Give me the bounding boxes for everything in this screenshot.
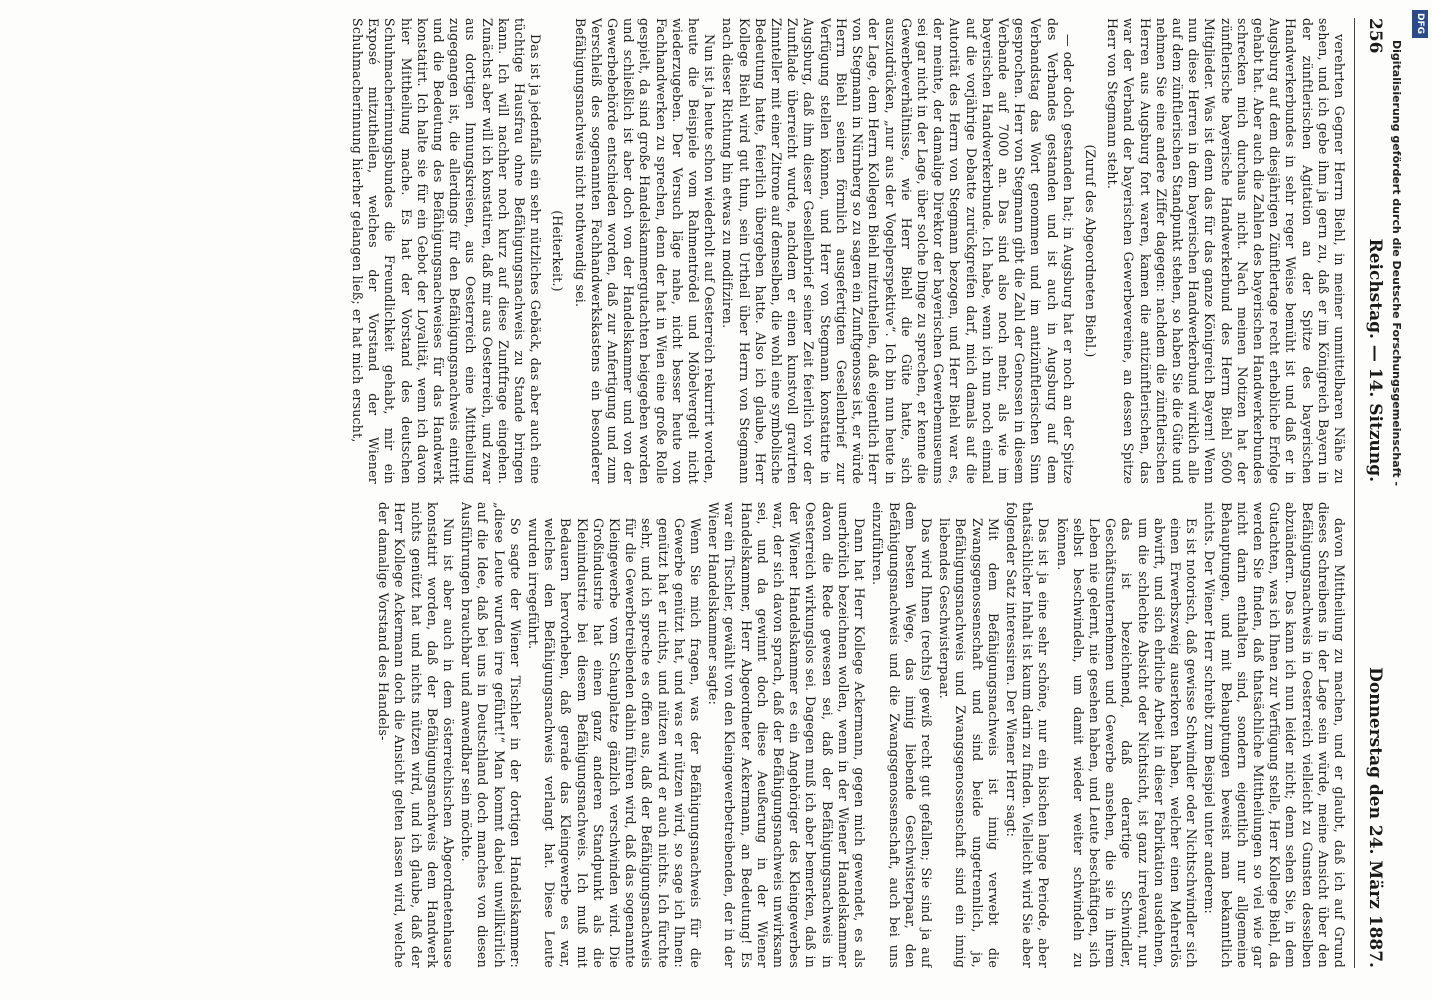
text-columns — [47, 18, 1347, 968]
interjection: (Heiterkeit.) — [550, 210, 566, 292]
paragraph: So sagte der Wiener Tischler in der dortigen Handelskammer: „diese Leute wurden irre geführt!“ Man kommt dabei unwillkürlich auf die Idee, daß bei uns in Deutschland doch manches von diesen Ausführungen brauchbar und anwendbar sein möchte. — [459, 502, 523, 968]
rotated-page — [35, 18, 1395, 968]
paragraph: davon Mittheilung zu machen, und er glaubt, daß ich auf Grund dieses Schreibens in der Lage sein würde, meine Ansicht über den Befähigungsnachweis in Oesterreich vielleicht zu Gunsten desselben abzuändern. Das kann ich nun leider nicht; denn sehen Sie, in dem Gutachten, was ich Ihnen zur Verfügung stelle, Herr Kollege Biehl, da werden Sie finden, daß thatsächliche Mittheilungen so viel wie gar nicht darin enthalten sind, sondern eigentlich nur allgemeine Behauptungen, und mit Behauptungen beweist man bekanntlich nichts. Der Wiener Herr schreibt zum Beispiel unter anderem: — [1202, 502, 1347, 968]
paragraph: Das wird Ihnen (rechts) gewiß recht gut gefallen; Sie sind ja auf dem besten Wege, das innig liebende Geschwisterpaar, den Befähigungsnachweis und die Zwangsgenossenschaft, auch bei uns einzuführen. — [870, 502, 934, 968]
column-left — [47, 18, 1347, 484]
quote: Mit dem Befähigungsnachweis ist innig verwebt die Zwangsgenossenschaft und sind beide ungetrennlich, ja, Befähigungsnachweis und Zwangsgenossenschaft sind ein innig liebendes Geschwisterpaar. — [937, 518, 1001, 968]
paragraph: verehrten Gegner Herrn Biehl, in meiner unmittelbaren Nähe zu sehen, und ich gebe ihm ja gern zu, daß er im Königreich Bayern in der zünftlerischen Agitation an der Spitze des bayerischen Handwerkerbundes in sehr reger Weise bemüht ist und daß er in Augsburg auf dem diesjährigen Zünftlertage recht erhebliche Erfolge gehabt hat. Aber auch die Zahlen des bayerischen Handwerkerbundes schrecken mich durchaus nicht. Nach meinen Notizen hat der zünftlerische bayerische Handwerkerbund des Herrn Biehl 5600 Mitglieder. Was ist denn das für das ganze Königreich Bayern! Wenn nun diese Herren in dem bayerischen Handwerkerbund wirklich alle auf dem zünftlerischen Standpunkt stehen, so haben Sie die Güte und nehmen Sie eine andere Ziffer dagegen: nachdem die zünftlerischen Herren aus Augsburg fort waren, kamen die antizünftlerischen, das war der Verband der bayerischen Gewerbevereine, an dessen Spitze Herr von Stegmann steht. — [1105, 18, 1347, 484]
session-date: Donnerstag den 24. März 1887. — [1365, 667, 1385, 968]
paragraph: Nun ist aber auch in dem österreichischen Abgeordnetenhause konstatirt worden, daß der Befähigungsnachweis dem Handwerk nichts genützt hat und nichts nützen wird, und ich glaube, daß der Herr Kollege Ackermann doch die Ansicht gelten lassen wird, welche der damalige Vorstand des Handels- — [376, 502, 457, 968]
quote: Es ist notorisch, daß gewisse Schwindler oder Nichtschwindler sich einen Erwerbszweig auserkoren haben, welcher einen Mehrerlös abwirft, und sich ehrliche Arbeit in dieser Fabrikation ausdehnen, um die schlechte Absicht oder Nichtsicht, ist ganz irrelevant, nur das ist bezeichnend, daß derartige Schwindler, Geschäftsunternehmen und Gewerbe ansehen, die sie in ihrem Leben nie gelernt, nie gesehen haben, und Leute beschäftigen, sich selbst beschwindeln, um damit wieder weiter schwindeln zu können. — [1054, 518, 1200, 968]
paragraph: Das ist ja jedenfalls ein sehr nützliches Gebäck, das aber auch eine tüchtige Hausfrau ohne Befähigungsnachweis zu Stande bringen kann. Ich will nachher noch kurz auf diese Zunftfrage eingehen. Zunächst aber will ich konstatiren, daß mir aus Oesterreich, und zwar aus dortigen Innungskreisen, aus Oesterreich eine Mittheilung zugegangen ist, die allerdings für den Befähigungsnachweis eintritt und die Bedeutung des Befähigungsnachweises für das Handwerk konstatirt. Ich halte sie für ein Gebot der Loyalität, wenn ich davon hier Mittheilung mache. Es hat der Vorstand des deutschen Schuhmacherinnungsbundes die Freundlichkeit gehabt, mir ein Exposé mitzutheilen, welches der Vorstand der Wiener Schuhmacherinnung hierher gelangen ließ; er hat mich ersucht, — [350, 18, 544, 484]
column-right — [47, 502, 1347, 968]
paragraph: Nun ist ja heute schon wiederholt auf Oesterreich rekurrirt worden, heute die Beispiele vom Rahmentrödel und Möbelvergelt nicht wiederzugeben. Der Versuch läge nahe, nicht besser heute von Fachhandwerken zu sprechen, denn der hat in Wien eine große Rolle gespielt, da sind große Handelskammergutachten beigegeben worden und schließlich ist aber doch von der Handelskammer und von der Gewerbebehörde entschieden worden, daß zur Anfertigung und zum Verschleiß des sogenannten Fachhandwerkskastens ein besonderer Befähigungsnachweis nicht nothwendig sei. — [572, 18, 718, 484]
page-number: 256 — [1365, 18, 1385, 54]
dfg-logo: DFG — [1412, 10, 1428, 38]
quote: Wenn Sie mich fragen, was der Befähigungsnachweis für die Gewerbe genützt hat, und was er nützen wird, so sage ich Ihnen: genützt hat er nichts, und nützen wird er auch nichts. Ich fürchte sehr, und ich spreche es offen aus, daß der Befähigungsnachweis für die Gewerbetreibenden dahin führen wird, daß das sogenannte Kleingewerbe vom Schauplatze gänzlich verschwinden wird. Die Großindustrie hat einen ganz anderen Standpunkt als die Kleinindustrie bei diesem Befähigungsnachweis. Ich muß mit Bedauern hervorheben, daß gerade das Kleingewerbe es war, welches den Befähigungsnachweis verlangt hat. Diese Leute wurden irregeführt. — [526, 518, 704, 968]
paragraph: — oder doch gestanden hat; in Augsburg hat er noch an der Spitze des Verbandes gestanden und ist auch in Augsburg auf dem Verbandstag das Wort genommen und im antizünftlerischen Sinn gesprochen. Herr von Stegmann gibt die Zahl der Genossen in diesem Verbande auf 7000 an. Das sind also noch mehr, als wie im bayerischen Handwerkerbunde. Ich habe, wenn ich nun noch einmal auf die vorjährige Debatte zurückgreifen darf, mich damals auf die Autorität des Herrn von Stegmann bezogen, und Herr Biehl war es, der meinte, der damalige Direktor der bayerischen Gewerbemuseums sei gar nicht in der Lage, über solche Dinge zu sprechen, er kenne die Gewerbeverhältnisse, wie Herr Biehl die Güte hatte, sich auszudrücken, „nur aus der Vogelperspektive“. Ich bin nun heute in der Lage, dem Herrn Kollegen Biehl mitzutheilen, daß eigentlich Herr von Stegmann in Nürnberg so zu sagen ein Zunftgenosse ist, er würde Herrn Biehl seinen förmlich ausgefertigten Gesellenbrief zur Verfügung stellen können, und Herr von Stegmann konstatirte in Augsburg, daß ihm dieser Gesellenbrief seiner Zeit feierlich vor der Zunftlade überreicht wurde, nachdem er einen kunstvoll gravirten Zinnteller mit einer Zitrone auf demselben, die wohl eine symbolische Bedeutung hatte, feierlich übergeben hatte. Also ich glaube, Herr Kollege Biehl wird gut thun, sein Urtheil über Herrn von Stegmann nach dieser Richtung hin etwas zu modifiziren. — [720, 18, 1076, 484]
digitization-note: Digitalisierung gefördert durch die Deutsche Forschungsgemeinschaft - — [1390, 40, 1403, 487]
paragraph: Das ist ja eine sehr schöne, nur ein bischen lange Periode, aber thatsächlicher Inhalt ist kaum darin zu finden. Vielleicht wird Sie aber folgender Satz interessiren. Der Wiener Herr sagt: — [1003, 502, 1052, 968]
interjection: (Zuruf des Abgeordneten Biehl.) — [1082, 144, 1098, 358]
paragraph: Dann hat Herr Kollege Ackermann, gegen mich gewendet, es als unerhörlich bezeichnen wollen, wenn in der Wiener Handelskammer davon die Rede gewesen sei, daß der Befähigungsnachweis in Oesterreich wirkungslos sei. Dagegen muß ich aber bemerken, daß in der Wiener Handelskammer es ein Angehöriger des Kleingewerbes war, der sich davon sprach, daß der Befähigungsnachweis unwirksam sei, und da gewinnt doch diese Aeußerung in der Wiener Handelskammer, Herr Abgeordneter Ackermann, an Bedeutung! Es war ein Tischler, gewählt von den Kleingewerbetreibenden, der in der Wiener Handelskammer sagte: — [706, 502, 868, 968]
session-title: Reichstag. — 14. Sitzung. — [1365, 238, 1385, 483]
